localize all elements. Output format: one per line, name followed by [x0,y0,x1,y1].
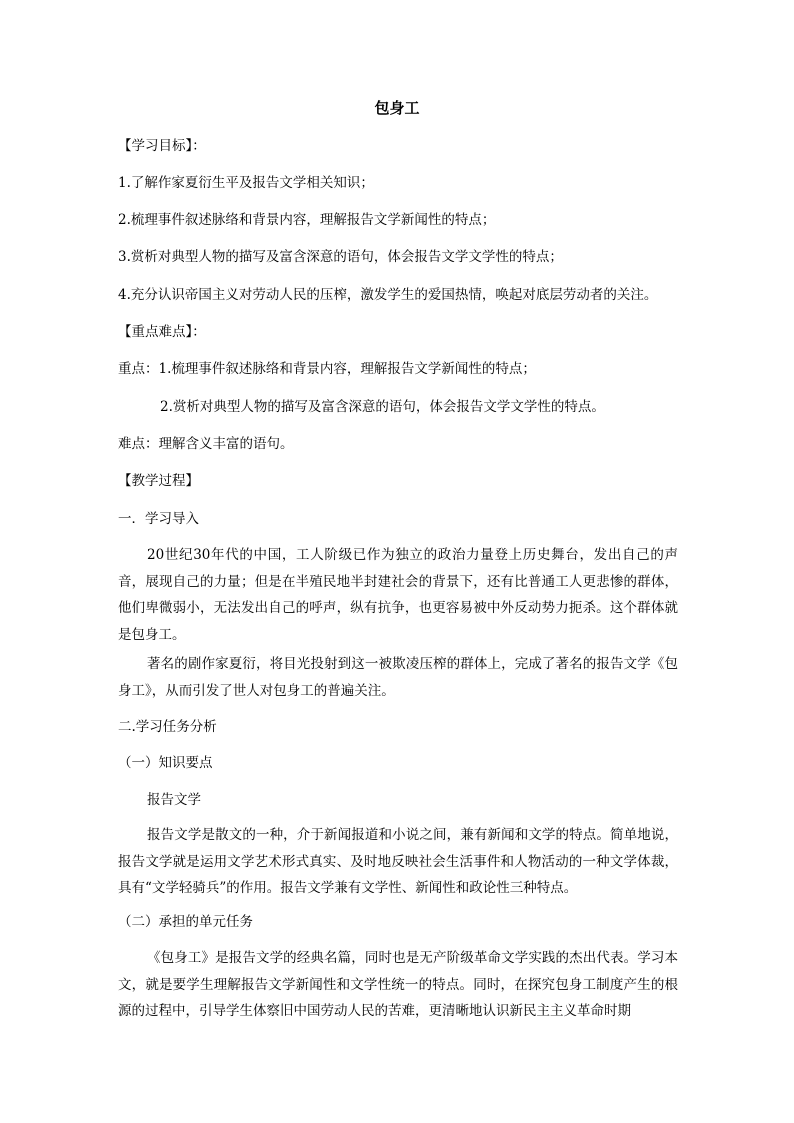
subsection-1-heading: （一）知识要点 [118,755,213,771]
section-1-heading: 一．学习导入 [118,511,199,527]
key-points-heading: 【重点难点】： [118,324,206,340]
goals-heading: 【学习目标】： [118,138,206,154]
subsection-2-heading: （二）承担的单元任务 [118,914,253,930]
unit-task-paragraph: 《包身工》是报告文学的经典名篇，同时也是无产阶级革命文学实践的杰出代表。学习本文，就是要学生理解报告文学新闻性和文学性统一的特点。同时，在探究包身工制度产生的根源的过程中，引导学生体察旧中国劳动人民的苦难，更清晰地认识新民主主义革命时期 [118,950,678,1019]
goal-item-1: 1.了解作家夏衍生平及报告文学相关知识； [118,175,374,191]
key-point-2: 2.赏析对典型人物的描写及富含深意的语句，体会报告文学文学性的特点。 [160,399,605,415]
goal-item-4: 4.充分认识帝国主义对劳动人民的压榨，激发学生的爱国热情，唤起对底层劳动者的关注。 [118,287,658,303]
goal-item-3: 3.赏析对典型人物的描写及富含深意的语句，体会报告文学文学性的特点； [118,249,563,265]
reportage-paragraph: 报告文学是散文的一种，介于新闻报道和小说之间，兼有新闻和文学的特点。简单地说，报告文学就是运用文学艺术形式真实、及时地反映社会生活事件和人物活动的一种文学体裁，具有“文学轻骑兵”的作用。报告文学兼有文学性、新闻性和政论性三种特点。 [118,827,678,896]
intro-paragraph-1: 20世纪30年代的中国，工人阶级已作为独立的政治力量登上历史舞台，发出自己的声音，展现自己的力量；但是在半殖民地半封建社会的背景下，还有比普通工人更悲惨的群体，他们卑微弱小，无法发出自己的呼声，纵有抗争，也更容易被中外反动势力扼杀。这个群体就是包身工。 [118,547,678,643]
subsection-1-topic: 报告文学 [147,792,201,808]
difficulty-point: 难点：理解含义丰富的语句。 [118,436,294,452]
key-point-1: 重点：1.梳理事件叙述脉络和背景内容，理解报告文学新闻性的特点； [118,361,536,377]
process-heading: 【教学过程】 [118,473,199,489]
intro-paragraph-2: 著名的剧作家夏衍，将目光投射到这一被欺凌压榨的群体上，完成了著名的报告文学《包身工》，从而引发了世人对包身工的普遍关注。 [118,656,678,699]
goal-item-2: 2.梳理事件叙述脉络和背景内容，理解报告文学新闻性的特点； [118,212,496,228]
section-2-heading: 二.学习任务分析 [118,719,217,735]
document-title: 包身工 [374,99,420,117]
